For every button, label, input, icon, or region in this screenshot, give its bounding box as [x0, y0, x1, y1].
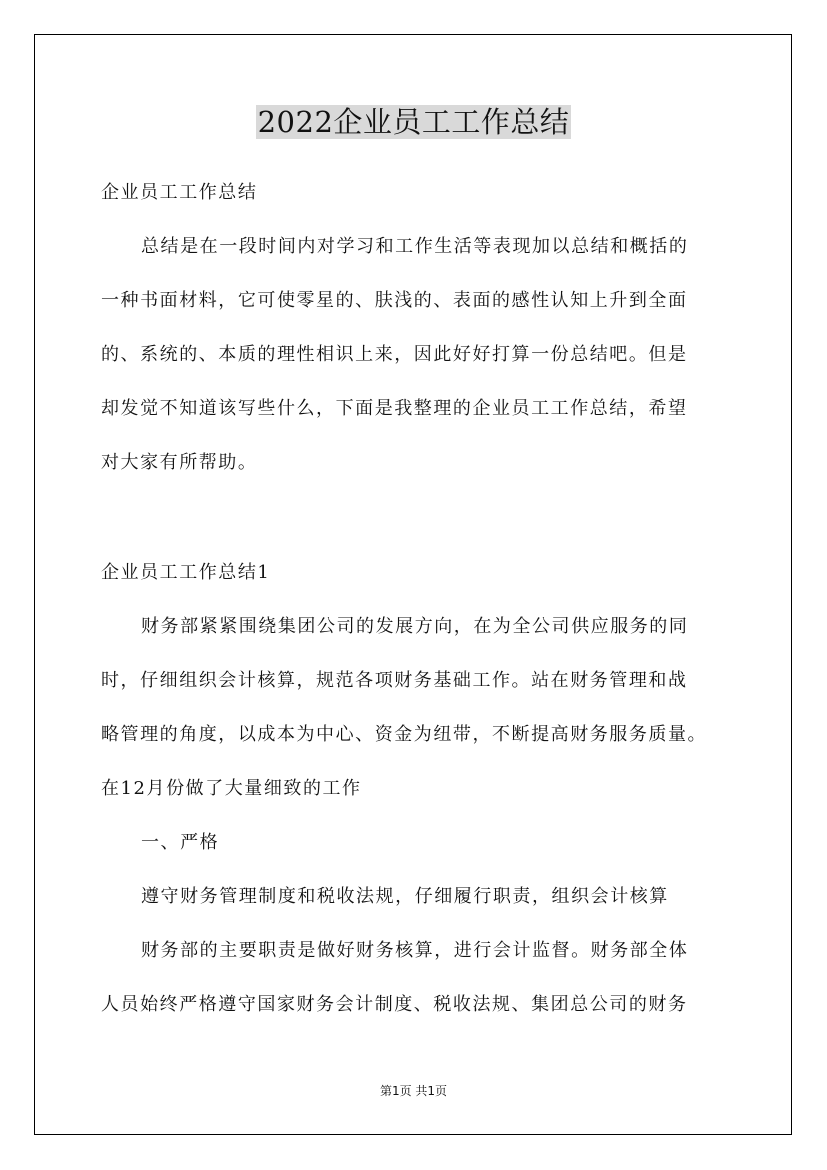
paragraph-line: 对大家有所帮助。: [101, 452, 258, 473]
paragraph-line: 人员始终严格遵守国家财务会计制度、税收法规、集团总公司的财务: [101, 994, 688, 1015]
paragraph-line: 财务部的主要职责是做好财务核算，进行会计监督。财务部全体: [141, 940, 689, 961]
subsection-heading: 一、严格: [141, 832, 220, 853]
paragraph-line: 总结是在一段时间内对学习和工作生活等表现加以总结和概括的: [141, 236, 689, 257]
document-title: [0, 102, 827, 142]
paragraph-line: 时，仔细组织会计核算，规范各项财务基础工作。站在财务管理和战: [101, 670, 688, 691]
document-title-text: 2022企业员工工作总结: [257, 105, 570, 139]
section-heading: 企业员工工作总结1: [101, 562, 271, 583]
paragraph-line: 在12月份做了大量细致的工作: [101, 778, 362, 799]
paragraph-line: 遵守财务管理制度和税收法规，仔细履行职责，组织会计核算: [141, 886, 669, 907]
paragraph-line: 的、系统的、本质的理性相识上来，因此好好打算一份总结吧。但是: [101, 344, 688, 365]
page-footer: 第1页 共1页: [379, 1084, 448, 1098]
section-heading: 企业员工工作总结: [101, 182, 258, 203]
paragraph-line: 一种书面材料，它可使零星的、肤浅的、表面的感性认知上升到全面: [101, 290, 688, 311]
paragraph-line: 却发觉不知道该写些什么，下面是我整理的企业员工工作总结，希望: [101, 398, 688, 419]
paragraph-line: 财务部紧紧围绕集团公司的发展方向，在为全公司供应服务的同: [141, 616, 689, 637]
paragraph-line: 略管理的角度，以成本为中心、资金为纽带，不断提高财务服务质量。: [101, 724, 708, 745]
